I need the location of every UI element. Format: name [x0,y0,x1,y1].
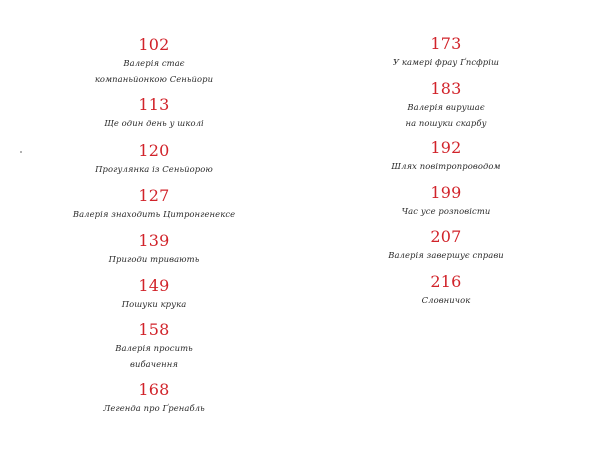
chapter-title-line2: на пошуки скарбу [405,118,487,128]
page-number: 102 [138,35,170,54]
chapter-title: Ще один день у школі [104,118,204,128]
chapter-title: Валерія завершує справи [388,250,504,260]
chapter-title: Пригоди тривають [108,254,200,264]
chapter-title-line2: вибачення [129,359,179,369]
toc-entry [351,35,541,70]
toc-entry [59,96,249,131]
page-number: 149 [138,276,170,295]
page-number: 127 [138,186,170,205]
toc-entry [59,277,249,312]
page-number: 173 [430,34,462,53]
chapter-title: Час усе розповісти [401,206,491,216]
chapter-title: Пошуки крука [121,299,187,309]
chapter-title: Легенда про Ґренабль [103,403,205,413]
page-number: 207 [430,227,462,246]
page-number: 199 [430,183,462,202]
page-number: 158 [138,320,170,339]
chapter-title: Валерія вирушає [407,102,485,112]
chapter-title: У камері фрау Ґпсфріш [392,57,500,67]
chapter-title: Словничок [421,295,471,305]
chapter-title: Валерія стає [123,58,185,68]
page-number: 192 [430,138,462,157]
toc-entry [351,228,541,263]
chapter-title: Валерія знаходить Цитронгенексе [72,209,236,219]
page-number: 183 [430,79,462,98]
toc-entry [351,80,541,131]
toc-entry [59,381,249,416]
toc-entry [59,232,249,267]
page-number: 139 [138,231,170,250]
chapter-title: Прогулянка із Сеньйорою [95,164,213,174]
scan-speck [20,151,22,153]
chapter-title: Валерія просить [115,343,193,353]
toc-entry [59,321,249,372]
toc-entry [351,273,541,308]
toc-entry [59,142,249,177]
toc-entry [59,36,249,87]
toc-entry [351,139,541,174]
chapter-title-line2: компаньйонкою Сеньйори [94,74,214,84]
toc-entry [59,187,249,222]
toc-entry [351,184,541,219]
page-number: 216 [430,272,462,291]
page-number: 168 [138,380,170,399]
page-number: 120 [138,141,170,160]
chapter-title: Шлях повітропроводом [391,161,501,171]
page-number: 113 [138,95,170,114]
